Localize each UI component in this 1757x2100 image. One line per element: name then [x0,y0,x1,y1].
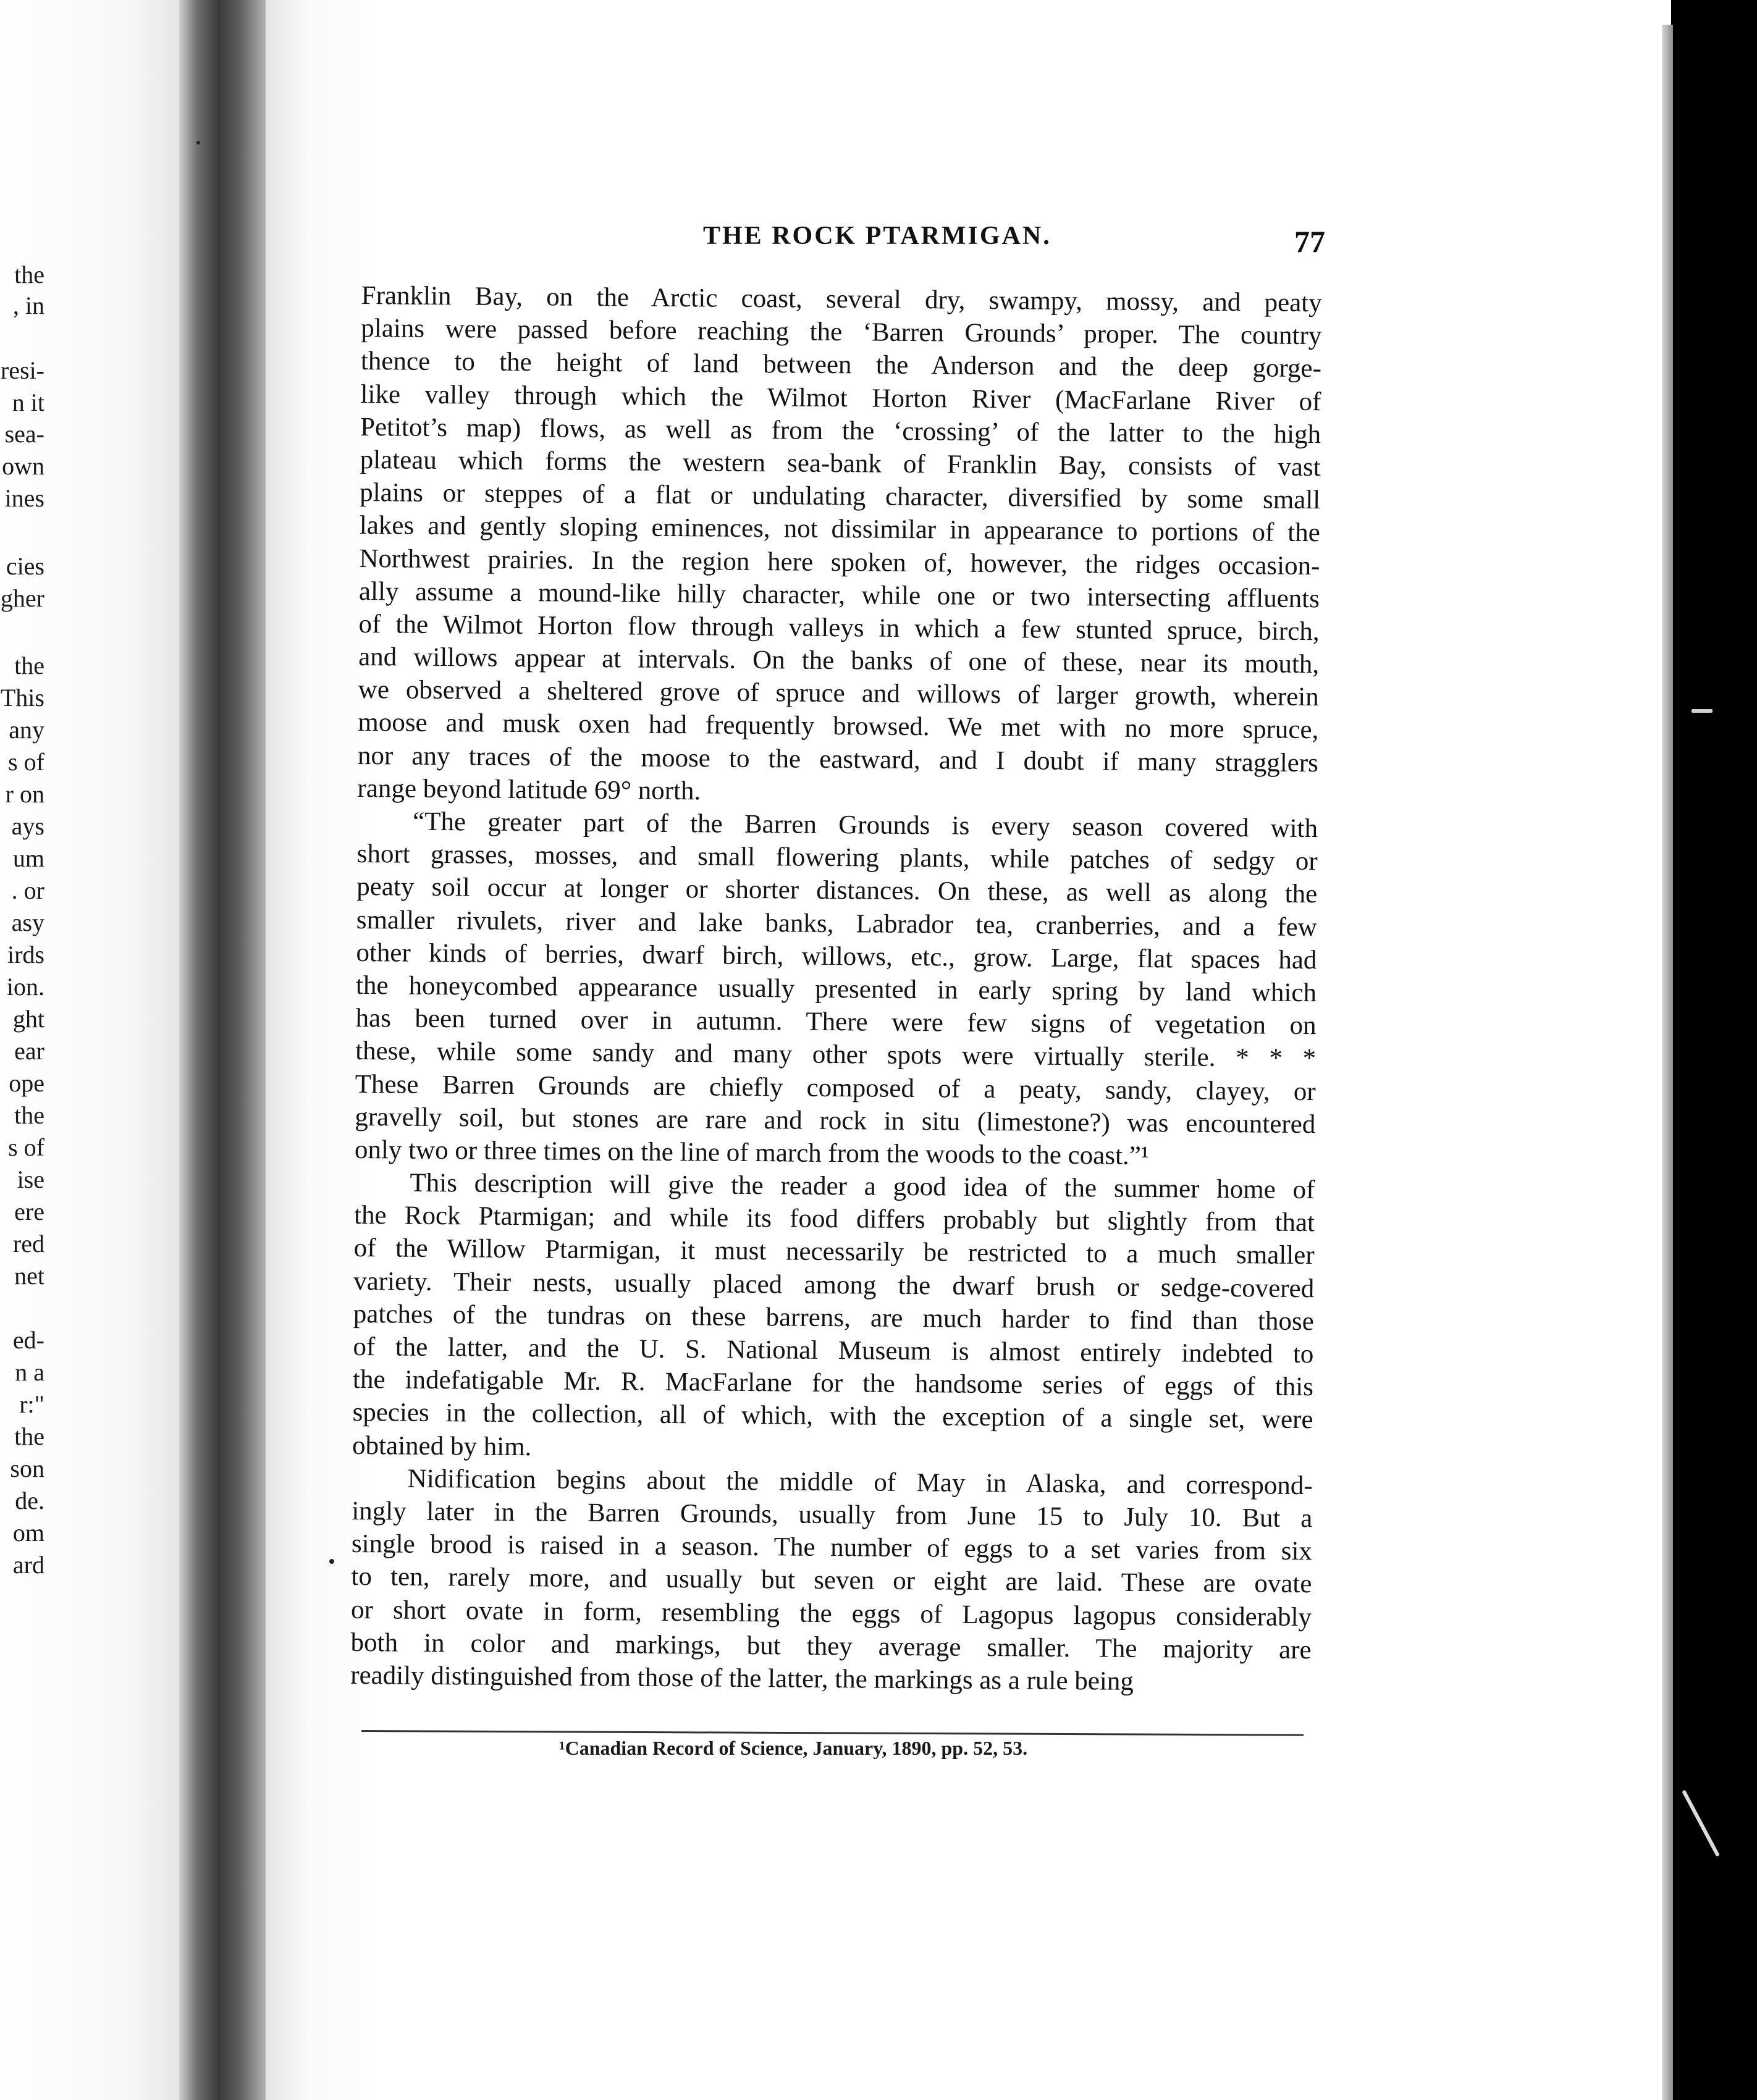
text-line: ingly later in the Barren Grounds, usually from June 15 to July 10. But a [352,1496,1313,1534]
left-page-line-fragment: resi- [0,356,44,384]
left-page-fragment [0,0,185,2100]
text-line: These Barren Grounds are chiefly composed of a peaty, sandy, clayey, or [355,1069,1316,1106]
left-page-line-fragment: . or [11,876,44,904]
page-edge [1662,25,1673,2100]
left-page-line-fragment: r:" [19,1390,44,1418]
left-page-line-fragment: ed- [12,1326,44,1354]
text-line: patches of the tundras on these barrens, are much harder to find than those [353,1299,1314,1336]
left-page-line-fragment: This [0,684,44,712]
text-line: plateau which forms the western sea-bank of Franklin Bay, consists of vast [360,445,1321,482]
left-page-line-fragment: ope [9,1069,44,1097]
text-line: readily distinguished from those of the latter, the markings as a rule being [350,1660,1134,1696]
text-line: has been turned over in autumn. There were few signs of vegetation on [355,1004,1317,1041]
text-line: of the Willow Ptarmigan, it must necessarily be restricted to a much smaller [353,1233,1315,1270]
text-line: range beyond latitude 69° north. [357,773,701,806]
left-page-line-fragment: the [14,1101,44,1129]
left-page-line-fragment: ear [14,1037,44,1065]
text-line: nor any traces of the moose to the eastward, and I doubt if many stragglers [357,741,1319,778]
left-page-line-fragment: ght [12,1005,44,1033]
text-line: or short ovate in form, resembling the eggs of Lagopus lagopus considerably [350,1595,1312,1632]
text-line: short grasses, mosses, and small flowering plants, while patches of sedgy or [356,839,1318,876]
left-page-line-fragment: ard [12,1551,44,1579]
text-line: only two or three times on the line of march from the woods to the coast.”¹ [354,1135,1149,1170]
text-line: Petitot’s map) flows, as well as from the ‘crossing’ of the latter to the high [360,412,1321,449]
left-page-line-fragment: irds [7,941,44,968]
text-line: the Rock Ptarmigan; and while its food differs probably but slightly from that [353,1201,1315,1238]
left-page-line-fragment: own [2,452,44,480]
text-line: the honeycombed appearance usually presented in early spring by land which [355,970,1317,1008]
text-line: variety. Their nests, usually placed among the dwarf brush or sedge-covered [353,1266,1315,1303]
text-line: peaty soil occur at longer or shorter distances. On these, as well as along the [356,872,1318,909]
left-page-line-fragment: any [9,716,44,744]
text-line: like valley through which the Wilmot Horton River (MacFarlane River of [360,379,1321,416]
text-line: moose and musk oxen had frequently browsed. We met with no more spruce, [358,708,1319,745]
body-text [350,279,1322,1699]
text-line: the indefatigable Mr. R. MacFarlane for the handsome series of eggs of this [352,1365,1314,1402]
text-line: these, while some sandy and many other spots were virtually sterile. * * * [355,1036,1317,1073]
text-line: Franklin Bay, on the Arctic coast, several dry, swampy, mossy, and peaty [361,280,1322,318]
left-page-line-fragment: net [14,1262,44,1290]
left-page-line-fragment: son [10,1455,44,1482]
left-page-line-fragment: the [14,652,44,679]
left-page-line-fragment: s of [8,748,44,776]
left-page-line-fragment: n it [12,388,44,416]
left-page-line-fragment: asy [11,909,44,936]
text-line: both in color and markings, but they average smaller. The majority are [350,1628,1312,1665]
left-page-line-fragment: om [12,1519,44,1547]
book-gutter-shadow [179,0,278,2100]
left-page-text-fragments [0,0,185,2100]
text-line: This description will give the reader a good idea of the summer home of [410,1168,1315,1205]
text-line: species in the collection, all of which, with the exception of a single set, were [352,1398,1313,1435]
scan-background [1673,0,1757,2100]
left-page-line-fragment: ise [17,1166,44,1193]
text-line: and willows appear at intervals. On the banks of one of these, near its mouth, [358,642,1320,679]
text-line: thence to the height of land between the Anderson and the deep gorge- [360,346,1322,384]
text-line: plains or steppes of a flat or undulating character, diversified by some small [360,478,1321,515]
text-line: of the latter, and the U. S. National Museum is almost entirely indebted to [353,1332,1314,1369]
left-page-line-fragment: n a [15,1358,44,1386]
text-line: other kinds of berries, dwarf birch, willows, etc., grow. Large, flat spaces had [356,938,1317,975]
text-line: Northwest prairies. In the region here spoken of, however, the ridges occasion- [359,544,1320,581]
scan-speck [329,1559,334,1564]
text-line: smaller rivulets, river and lake banks, Labrador tea, cranberries, and a few [356,905,1317,942]
left-page-line-fragment: ines [4,484,44,512]
text-line: ally assume a mound-like hilly character, while one or two intersecting affluents [358,576,1320,613]
left-page-line-fragment: um [12,844,44,872]
text-line: to ten, rarely more, and usually but seven or eight are laid. These are ovate [351,1562,1312,1599]
left-page-line-fragment: r on [5,780,44,808]
left-page-line-fragment: sea- [4,420,44,448]
text-line: gravelly soil, but stones are rare and rock in situ (limestone?) was encountered [355,1102,1316,1139]
left-page-line-fragment: , in [12,292,44,319]
text-line: single brood is raised in a season. The number of eggs to a set varies from six [351,1529,1313,1566]
left-page-line-fragment: ion. [6,973,44,1001]
left-page-line-fragment: cies [6,552,44,580]
left-page-line-fragment: the [14,1422,44,1450]
running-head: THE ROCK PTARMIGAN. [703,222,1051,250]
scan-speck [196,141,200,145]
text-line: of the Wilmot Horton flow through valleys in which a few stunted spruce, birch, [358,609,1320,647]
left-page-line-fragment: gher [0,584,44,612]
left-page-line-fragment: s of [8,1133,44,1161]
text-line: obtained by him. [352,1430,532,1461]
left-page-line-fragment: red [12,1230,44,1258]
left-page-line-fragment: the [14,261,44,288]
scan-speck [1692,709,1713,713]
text-line: plains were passed before reaching the ‘Barren Grounds’ proper. The country [361,314,1322,351]
left-page-line-fragment: ere [14,1198,44,1225]
text-line: “The greater part of the Barren Grounds is every season covered with [412,807,1318,844]
page-number: 77 [1294,224,1325,259]
text-line: we observed a sheltered grove of spruce and willows of larger growth, wherein [358,675,1319,712]
text-line: Nidification begins about the middle of May in Alaska, and correspond- [407,1464,1313,1500]
left-page-line-fragment: de. [15,1487,44,1514]
text-line: lakes and gently sloping eminences, not dissimilar in appearance to portions of the [359,511,1321,548]
left-page-line-fragment: ays [11,812,44,840]
footnote: ¹Canadian Record of Science, January, 1890, pp. 52, 53. [559,1737,1028,1759]
